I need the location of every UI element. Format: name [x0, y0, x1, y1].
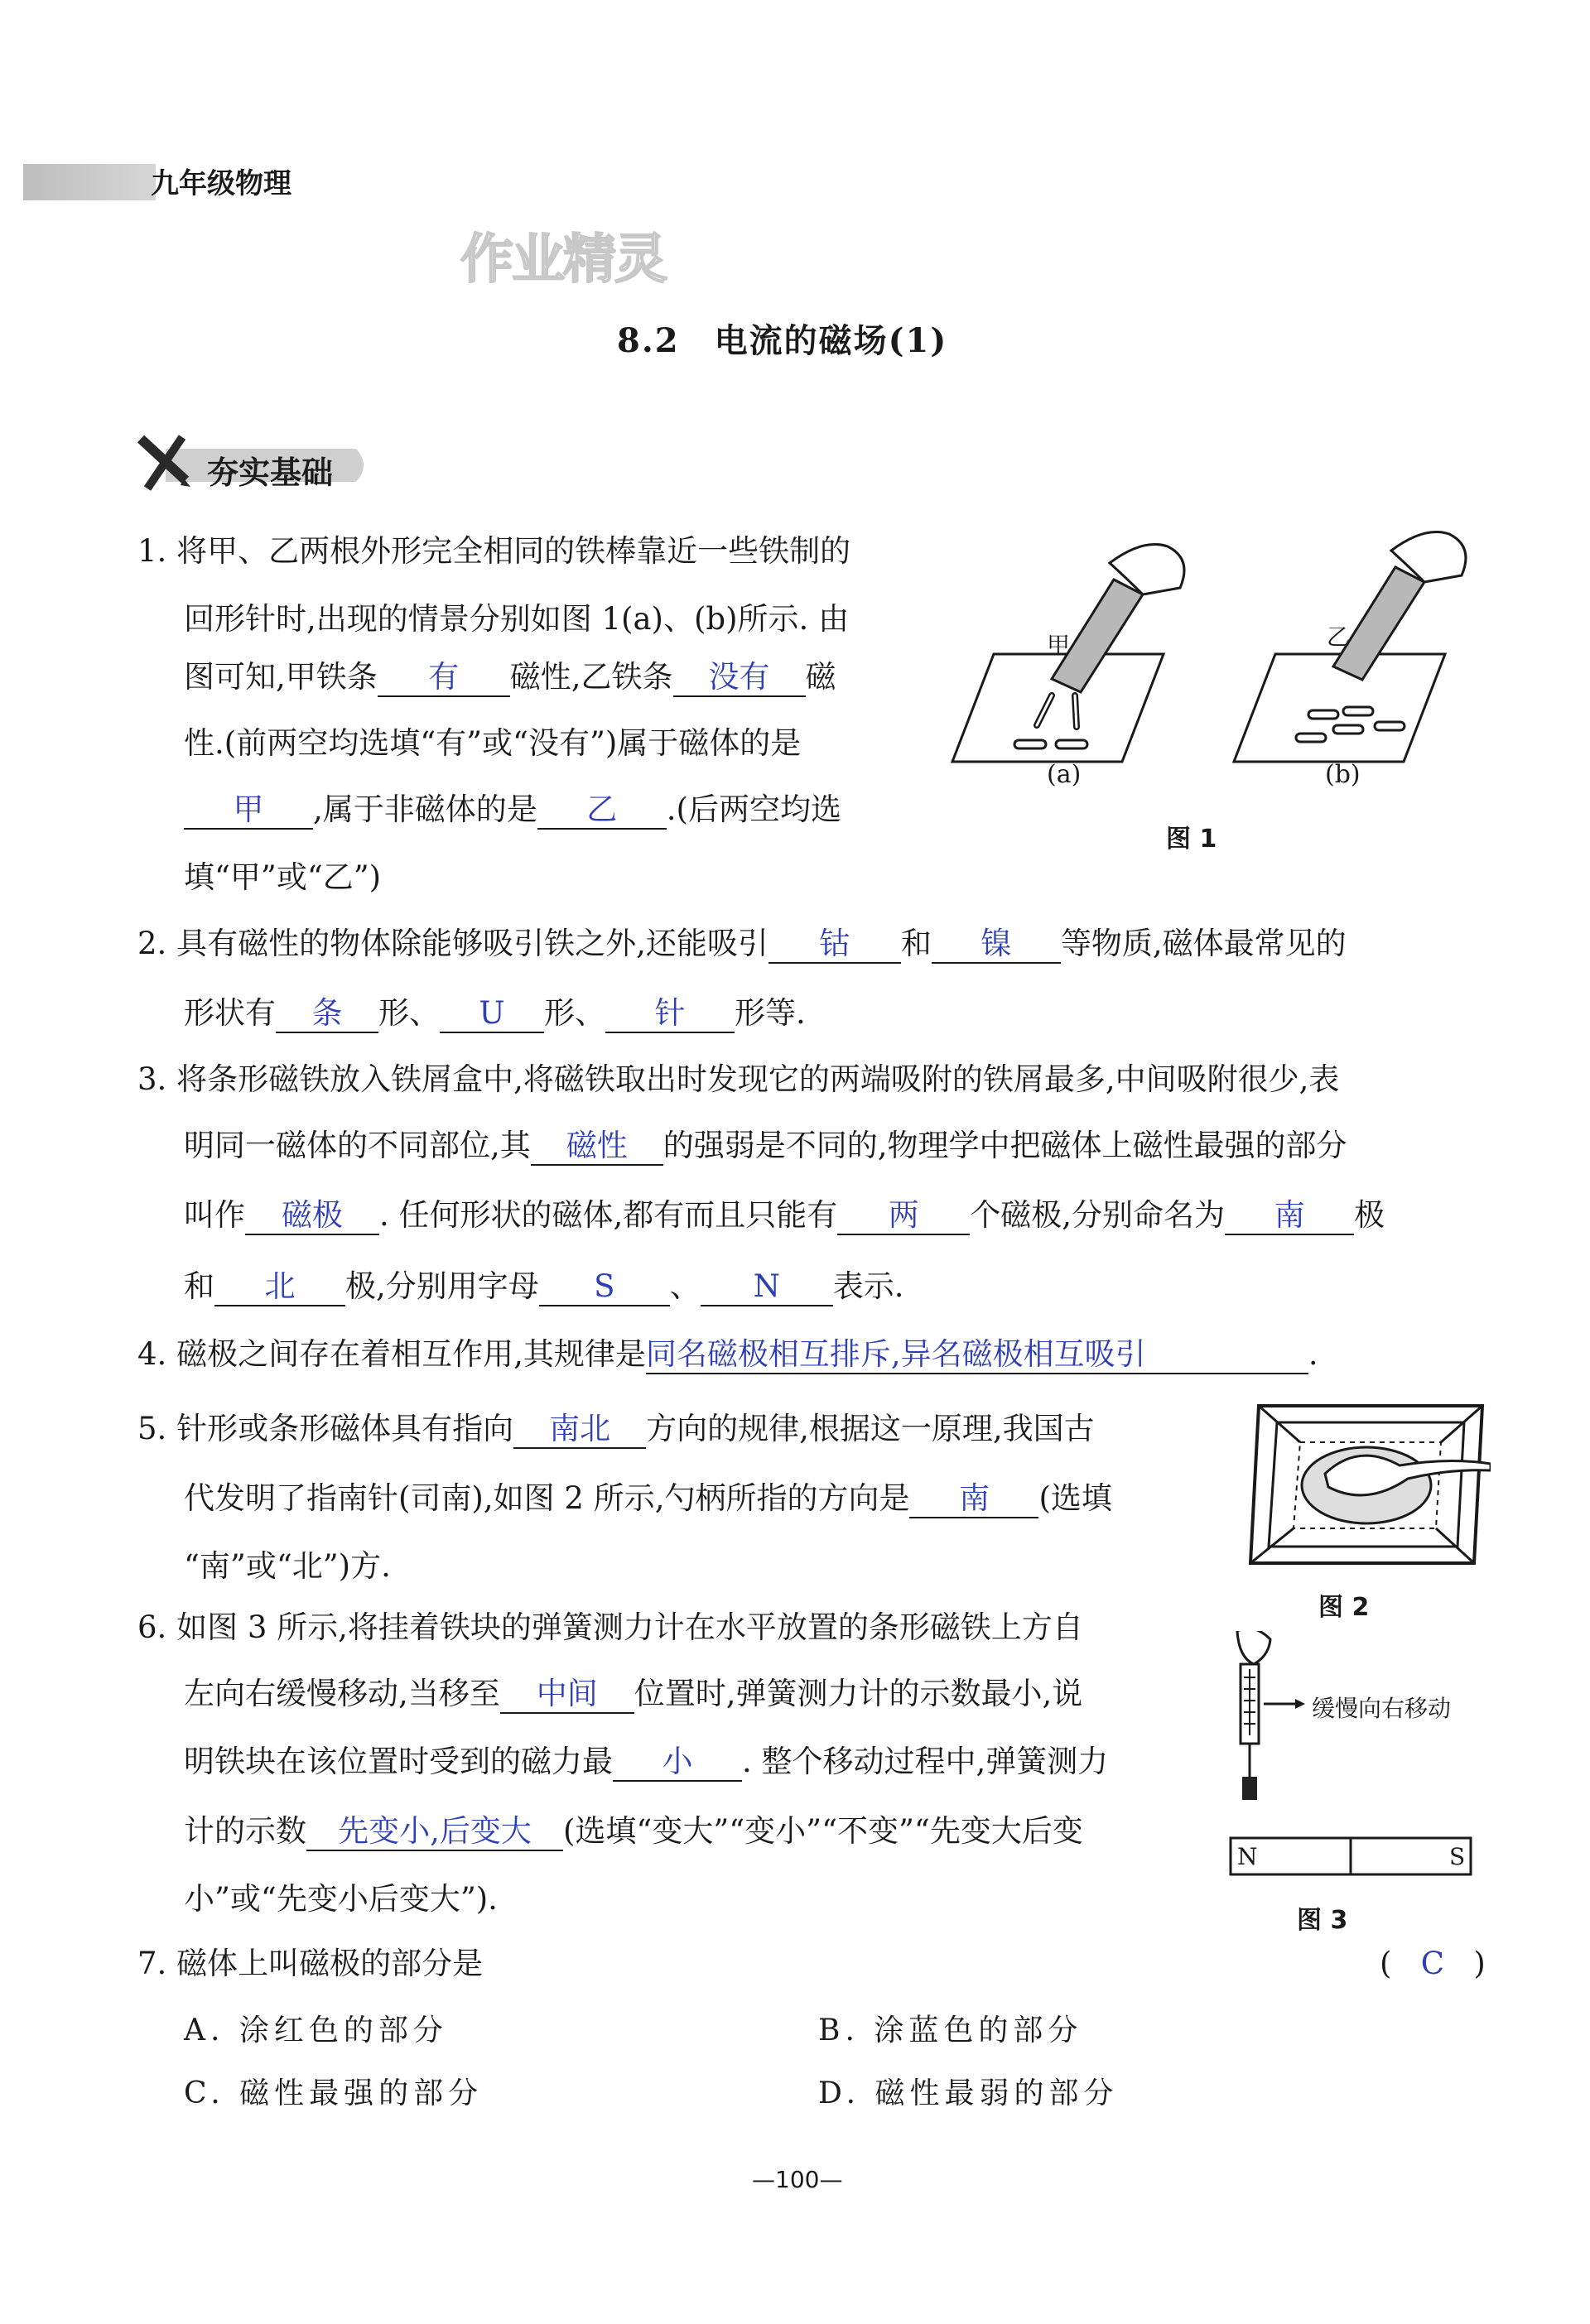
q2-text: 形等.: [735, 995, 806, 1031]
q3-answer-5: 北: [214, 1268, 345, 1306]
q2-answer-1: 钴: [768, 926, 901, 964]
q1-answer-3: 甲: [184, 792, 313, 830]
q3-text: 极,分别用字母: [345, 1268, 539, 1304]
q1-text: 图可知,甲铁条: [184, 659, 378, 695]
q1-text: 性.(前两空均选填“有”或“没有”)属于磁体的是: [184, 725, 802, 761]
q6-text: 位置时,弹簧测力计的示数最小,说: [634, 1676, 1083, 1711]
header-subject: 九年级物理: [151, 167, 292, 200]
q1-line5: [184, 788, 841, 831]
q6-text: . 整个移动过程中,弹簧测力: [742, 1744, 1109, 1779]
figure-2-caption: 图 2: [1318, 1593, 1370, 1622]
q7-option-b: B. 涂蓝色的部分: [818, 2014, 1083, 2047]
q1-text: 磁性,乙铁条: [509, 659, 673, 695]
q7-answer-bracket: ( C ): [1380, 1946, 1486, 1981]
q7-option-d: D. 磁性最弱的部分: [818, 2076, 1119, 2110]
figure-3-pole-n: N: [1237, 1843, 1258, 1870]
q7-line1: [137, 1942, 483, 1985]
q3-text: 明同一磁体的不同部位,其: [184, 1128, 531, 1163]
q1-answer-2: 没有: [673, 659, 806, 697]
q5-text: 方向的规律,根据这一原理,我国古: [646, 1411, 1095, 1446]
q2-answer-4: U: [440, 995, 544, 1033]
q3-text: 、: [669, 1268, 701, 1304]
q1-answer-4: 乙: [537, 792, 667, 830]
q3-text: 叫作: [184, 1197, 245, 1233]
figure-3-pole-s: S: [1449, 1843, 1466, 1870]
q2-text: 形、: [544, 995, 605, 1031]
q5-line2: [184, 1477, 1112, 1520]
q2-text: 和: [900, 926, 932, 961]
q7-number: 7.: [137, 1946, 167, 1981]
q3-line3: [184, 1194, 1385, 1237]
q3-text: 表示.: [832, 1268, 904, 1304]
q7-stem: 磁体上叫磁极的部分是: [176, 1946, 484, 1981]
q2-text: 具有磁性的物体除能够吸引铁之外,还能吸引: [176, 926, 768, 961]
q4-line1: [137, 1333, 1318, 1376]
header-bar: [23, 164, 156, 200]
q4-text: 磁极之间存在着相互作用,其规律是: [176, 1336, 646, 1372]
q6-answer-1: 中间: [500, 1676, 634, 1714]
q3-line2: [184, 1124, 1347, 1167]
q6-line5: [184, 1878, 498, 1921]
q2-text: 形、: [378, 995, 440, 1031]
q3-answer-6: S: [539, 1268, 670, 1306]
q1-line6: [184, 856, 381, 899]
q3-text: 个磁极,分别命名为: [970, 1197, 1226, 1233]
q6-answer-2: 小: [613, 1744, 742, 1782]
figure-1: [944, 530, 1557, 861]
q3-answer-3: 两: [837, 1197, 970, 1235]
q1-text: 回形针时,出现的情景分别如图 1(a)、(b)所示. 由: [184, 601, 850, 637]
q6-text: 小”或“先变小后变大”).: [184, 1881, 498, 1917]
q3-answer-7: N: [701, 1268, 833, 1306]
q5-number: 5.: [137, 1411, 167, 1446]
figure-2: [1242, 1399, 1491, 1639]
q2-answer-3: 条: [276, 995, 378, 1033]
q6-line4: [184, 1810, 1083, 1853]
figure-3-drawing: [1229, 1631, 1502, 1879]
q7-option-a: A. 涂红色的部分: [184, 2014, 448, 2047]
q5-text: “南”或“北”)方.: [184, 1548, 391, 1584]
q3-text: 将条形磁铁放入铁屑盒中,将磁铁取出时发现它的两端吸附的铁屑最多,中间吸附很少,表: [176, 1061, 1340, 1097]
q3-answer-4: 南: [1225, 1197, 1354, 1235]
figure-1-label-a: (a): [1047, 760, 1082, 789]
q6-text: 明铁块在该位置时受到的磁力最: [184, 1744, 613, 1779]
q4-text: .: [1308, 1336, 1318, 1372]
q2-line1: [137, 922, 1347, 965]
q6-text: 计的示数: [184, 1813, 306, 1849]
q5-line1: [137, 1407, 1095, 1451]
figure-1-caption: 图 1: [1166, 825, 1217, 854]
q6-text: 左向右缓慢移动,当移至: [184, 1676, 500, 1711]
figure-3-caption: 图 3: [1297, 1906, 1348, 1935]
q6-number: 6.: [137, 1609, 167, 1645]
page-number: —100—: [752, 2166, 843, 2193]
q2-line2: [184, 992, 806, 1035]
q1-text: ,属于非磁体的是: [313, 792, 537, 827]
figure-3: [1229, 1631, 1502, 1946]
q6-line3: [184, 1740, 1108, 1783]
q3-text: 的强弱是不同的,物理学中把磁体上磁性最强的部分: [662, 1128, 1347, 1163]
q2-text: 形状有: [184, 995, 276, 1031]
q4-answer-1: 同名磁极相互排斥,异名磁极相互吸引: [646, 1336, 1308, 1374]
q6-line2: [184, 1672, 1082, 1715]
figure-1-rod-b-label: 乙: [1327, 623, 1351, 651]
q5-text: 代发明了指南针(司南),如图 2 所示,勺柄所指的方向是: [184, 1480, 910, 1516]
q2-number: 2.: [137, 926, 167, 961]
q3-text: . 任何形状的磁体,都有而且只能有: [379, 1197, 838, 1233]
q1-text: 磁: [805, 659, 836, 695]
q3-answer-1: 磁性: [531, 1128, 663, 1166]
q2-answer-2: 镍: [932, 926, 1061, 964]
q1-text: 填“甲”或“乙”): [184, 859, 382, 895]
q1-line3: [184, 656, 836, 699]
q7-option-c: C. 磁性最强的部分: [184, 2076, 484, 2110]
q5-answer-1: 南北: [513, 1411, 646, 1449]
q1-line1: [137, 530, 850, 573]
q4-number: 4.: [137, 1336, 167, 1372]
q2-text: 等物质,磁体最常见的: [1060, 926, 1347, 961]
q1-line4: [184, 722, 801, 765]
figure-2-drawing: [1242, 1399, 1491, 1573]
q3-text: 和: [184, 1268, 214, 1304]
q3-line1: [137, 1058, 1339, 1101]
q5-line3: [184, 1545, 391, 1588]
q3-line4: [184, 1265, 904, 1308]
q5-text: (选填: [1038, 1480, 1112, 1516]
q1-text: 将甲、乙两根外形完全相同的铁棒靠近一些铁制的: [176, 533, 851, 569]
q7-answer: C: [1420, 1946, 1445, 1981]
page-title: 8.2 电流的磁场(1): [617, 321, 948, 360]
section-label: 夯实基础: [207, 455, 334, 491]
figure-1-drawing: [944, 530, 1557, 778]
watermark: 作业精灵: [460, 229, 666, 291]
q3-answer-2: 磁极: [245, 1197, 379, 1235]
q3-number: 3.: [137, 1061, 167, 1097]
section-badge: [132, 431, 364, 498]
q3-text: 极: [1354, 1197, 1385, 1233]
q1-answer-1: 有: [378, 659, 510, 697]
q5-text: 针形或条形磁体具有指向: [176, 1411, 514, 1446]
q5-answer-2: 南: [909, 1480, 1038, 1518]
q2-answer-5: 针: [605, 995, 735, 1033]
figure-1-rod-a-label: 甲: [1047, 632, 1071, 659]
figure-3-arrow-text: 缓慢向右移动: [1312, 1695, 1452, 1722]
q1-line2: [184, 598, 849, 641]
q1-text: .(后两空均选: [666, 792, 841, 827]
q6-text: (选填“变大”“变小”“不变”“先变大后变: [563, 1813, 1083, 1849]
q6-answer-3: 先变小,后变大: [306, 1813, 563, 1851]
q6-line1: [137, 1606, 1083, 1649]
q6-text: 如图 3 所示,将挂着铁块的弹簧测力计在水平放置的条形磁铁上方自: [176, 1609, 1083, 1645]
figure-1-label-b: (b): [1325, 760, 1361, 789]
q1-number: 1.: [137, 533, 167, 569]
